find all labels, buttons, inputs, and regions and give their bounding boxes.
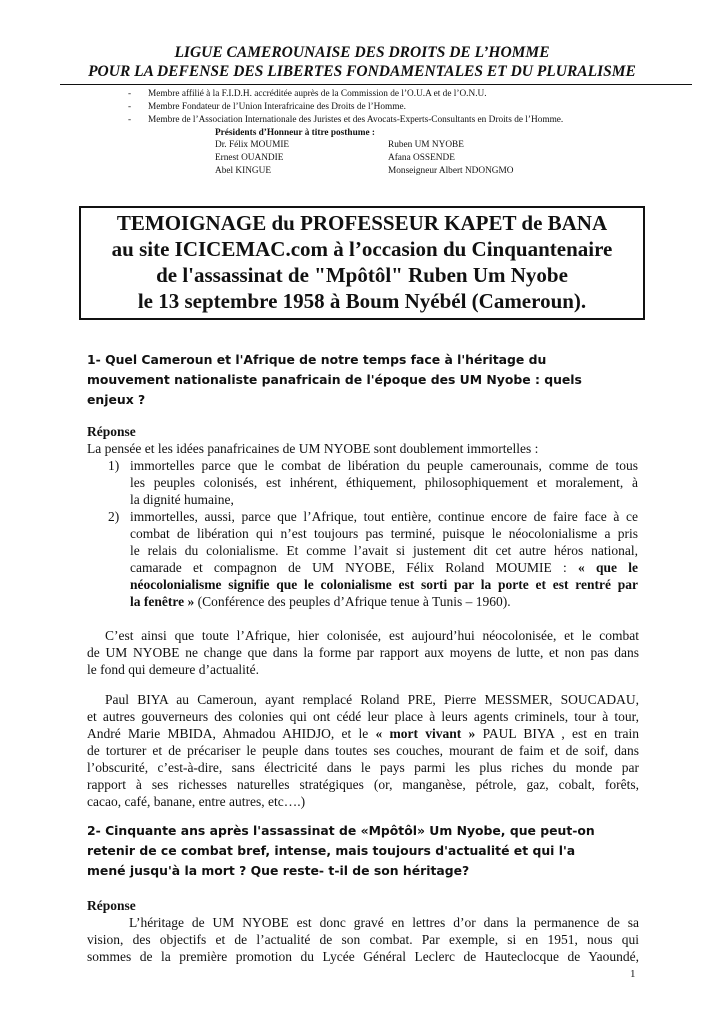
letterhead-rule bbox=[60, 84, 692, 85]
honorary-name: Monseigneur Albert NDONGMO bbox=[388, 166, 514, 176]
paragraph-1 bbox=[87, 627, 639, 678]
honorary-presidents-title: Présidents d’Honneur à titre posthume : bbox=[215, 128, 376, 138]
heading-line: mouvement nationaliste panafricain de l'époque des UM Nyobe : quels bbox=[87, 372, 582, 387]
affiliation-bullet: - bbox=[128, 102, 132, 112]
honorary-name: Abel KINGUE bbox=[215, 166, 272, 176]
heading-line: 1- Quel Cameroun et l'Afrique de notre temps face à l'héritage du bbox=[87, 352, 547, 367]
honorary-name: Ernest OUANDIE bbox=[215, 153, 284, 163]
text-line: immortelles, aussi, parce que l’Afrique, tout entière, continue encore de faire face à ce bbox=[130, 509, 638, 524]
question-1-heading bbox=[87, 350, 647, 410]
text-line: le fond qui demeure d’actualité. bbox=[87, 662, 260, 677]
text-line: cacao, café, banane, entre autres, etc….) bbox=[87, 794, 306, 809]
bold-quote-line: néocolonialisme signifie que le colonialisme est sorti par la porte et est rentré par bbox=[130, 577, 638, 592]
affiliation-text: Membre affilié à la F.I.D.H. accréditée auprès de la Commission de l’O.U.A et de l’O.N.U. bbox=[148, 89, 487, 99]
text-line: C’est ainsi que toute l’Afrique, hier colonisée, est aujourd’hui néocolonisée, et le combat bbox=[105, 628, 639, 643]
text-line: sommes de la première promotion du Lycée Général Leclerc de Hauteclocque de Yaoundé, bbox=[87, 949, 639, 964]
heading-line: mené jusqu'à la mort ? Que reste- t-il de son héritage? bbox=[87, 863, 470, 878]
text-run: camarade et compagnon de UM NYOBE, Félix Roland MOUMIE : bbox=[130, 560, 578, 575]
heading-line: retenir de ce combat bref, intense, mais toujours d'actualité et qui l'a bbox=[87, 843, 576, 858]
list-number-2: 2) bbox=[108, 509, 120, 524]
affiliation-1 bbox=[128, 88, 487, 100]
affiliation-3 bbox=[128, 114, 563, 126]
text-run: André Marie MBIDA, Ahmadou AHIDJO, et le bbox=[87, 726, 376, 741]
question-2-heading bbox=[87, 821, 647, 881]
text-line: la dignité humaine, bbox=[130, 492, 234, 507]
text-run: (Conférence des peuples d’Afrique tenue à Tunis – 1960). bbox=[194, 594, 511, 609]
paragraph-2 bbox=[87, 691, 639, 810]
text-line: l’obscurité, c’est-à-dire, sans électricité dans le pays parmi les plus riches du monde par bbox=[87, 760, 639, 775]
text-line: le relais du colonialisme. Et comme l’avait si justement dit cet autre héros national, bbox=[130, 543, 638, 558]
text-line: et autres gouverneurs des colonies qui ont cédé leur place à leurs agents criminels, tour à tour, bbox=[87, 709, 639, 724]
bold-quote: « que le bbox=[577, 560, 638, 575]
text-line: de torturer et de précariser le peuple dans toutes ses couches, mourant de faim et de soif, dans bbox=[87, 743, 639, 758]
text-line bbox=[87, 725, 639, 742]
title-line-2: au site ICICEMAC.com à l’occasion du Cinquantenaire bbox=[111, 237, 613, 261]
title-box bbox=[79, 206, 645, 320]
response-label-2: Réponse bbox=[87, 898, 136, 913]
affiliation-bullet: - bbox=[128, 115, 132, 125]
page-number: 1 bbox=[630, 968, 636, 980]
title-line-4: le 13 septembre 1958 à Boum Nyébél (Cameroun). bbox=[137, 289, 587, 313]
response-label-1: Réponse bbox=[87, 424, 136, 439]
heading-line: 2- Cinquante ans après l'assassinat de «Mpôtôl» Um Nyobe, que peut-on bbox=[87, 823, 595, 838]
text-line: Paul BIYA au Cameroun, ayant remplacé Roland PRE, Pierre MESSMER, SOUCADAU, bbox=[105, 692, 639, 707]
text-line bbox=[130, 593, 638, 610]
honorary-name: Dr. Félix MOUMIE bbox=[215, 140, 290, 150]
paragraph-3 bbox=[87, 914, 639, 965]
text-line: rapport à ses richesses naturelles stratégiques (or, manganèse, pétrole, gaz, cobalt, forêts, bbox=[87, 777, 639, 792]
affiliation-bullet: - bbox=[128, 89, 132, 99]
text-line: L’héritage de UM NYOBE est donc gravé en lettres d’or dans la permanence de sa bbox=[129, 915, 639, 930]
text-line: La pensée et les idées panafricaines de UM NYOBE sont doublement immortelles : bbox=[87, 441, 539, 456]
bold-quote: « mort vivant » bbox=[375, 726, 476, 741]
list-item-2 bbox=[130, 508, 638, 610]
heading-line: enjeux ? bbox=[87, 392, 146, 407]
affiliation-text: Membre Fondateur de l’Union Interafricaine des Droits de l’Homme. bbox=[148, 102, 406, 112]
text-line bbox=[130, 559, 638, 576]
honorary-name: Afana OSSENDE bbox=[388, 153, 455, 163]
affiliation-2 bbox=[128, 101, 406, 113]
affiliation-text: Membre de l’Association Internationale des Juristes et des Avocats-Experts-Consultants en Droits de l’Homme. bbox=[148, 115, 564, 125]
title-line-3: de l'assassinat de "Mpôtôl" Ruben Um Nyobe bbox=[156, 263, 568, 287]
bold-quote: la fenêtre » bbox=[130, 594, 195, 609]
letterhead-line-2: POUR LA DEFENSE DES LIBERTES FONDAMENTALES ET DU PLURALISME bbox=[88, 63, 636, 80]
text-line: vision, des objectifs et de l’actualité de son combat. Par exemple, si en 1951, nous qui bbox=[87, 932, 639, 947]
list-item-1 bbox=[130, 457, 638, 508]
text-line: les peuples colonisés, est inhérent, éthiquement, philosophiquement et moralement, à bbox=[130, 475, 638, 490]
text-line: immortelles parce que le combat de libération du peuple camerounais, comme de tous bbox=[130, 458, 638, 473]
text-line: de UM NYOBE ne change que dans la forme par rapport aux moyens de lutte, et non pas dans bbox=[87, 645, 639, 660]
list-number-1: 1) bbox=[108, 458, 120, 473]
honorary-name: Ruben UM NYOBE bbox=[388, 140, 464, 150]
text-run: PAUL BIYA , est en train bbox=[475, 726, 639, 741]
text-line: combat de libération qui n’est toujours pas terminé, puisque le néocolonialisme a pris bbox=[130, 526, 638, 541]
letterhead-line-1: LIGUE CAMEROUNAISE DES DROITS DE L’HOMME bbox=[174, 44, 550, 61]
response-intro bbox=[87, 440, 639, 457]
title-line-1: TEMOIGNAGE du PROFESSEUR KAPET de BANA bbox=[116, 211, 608, 235]
